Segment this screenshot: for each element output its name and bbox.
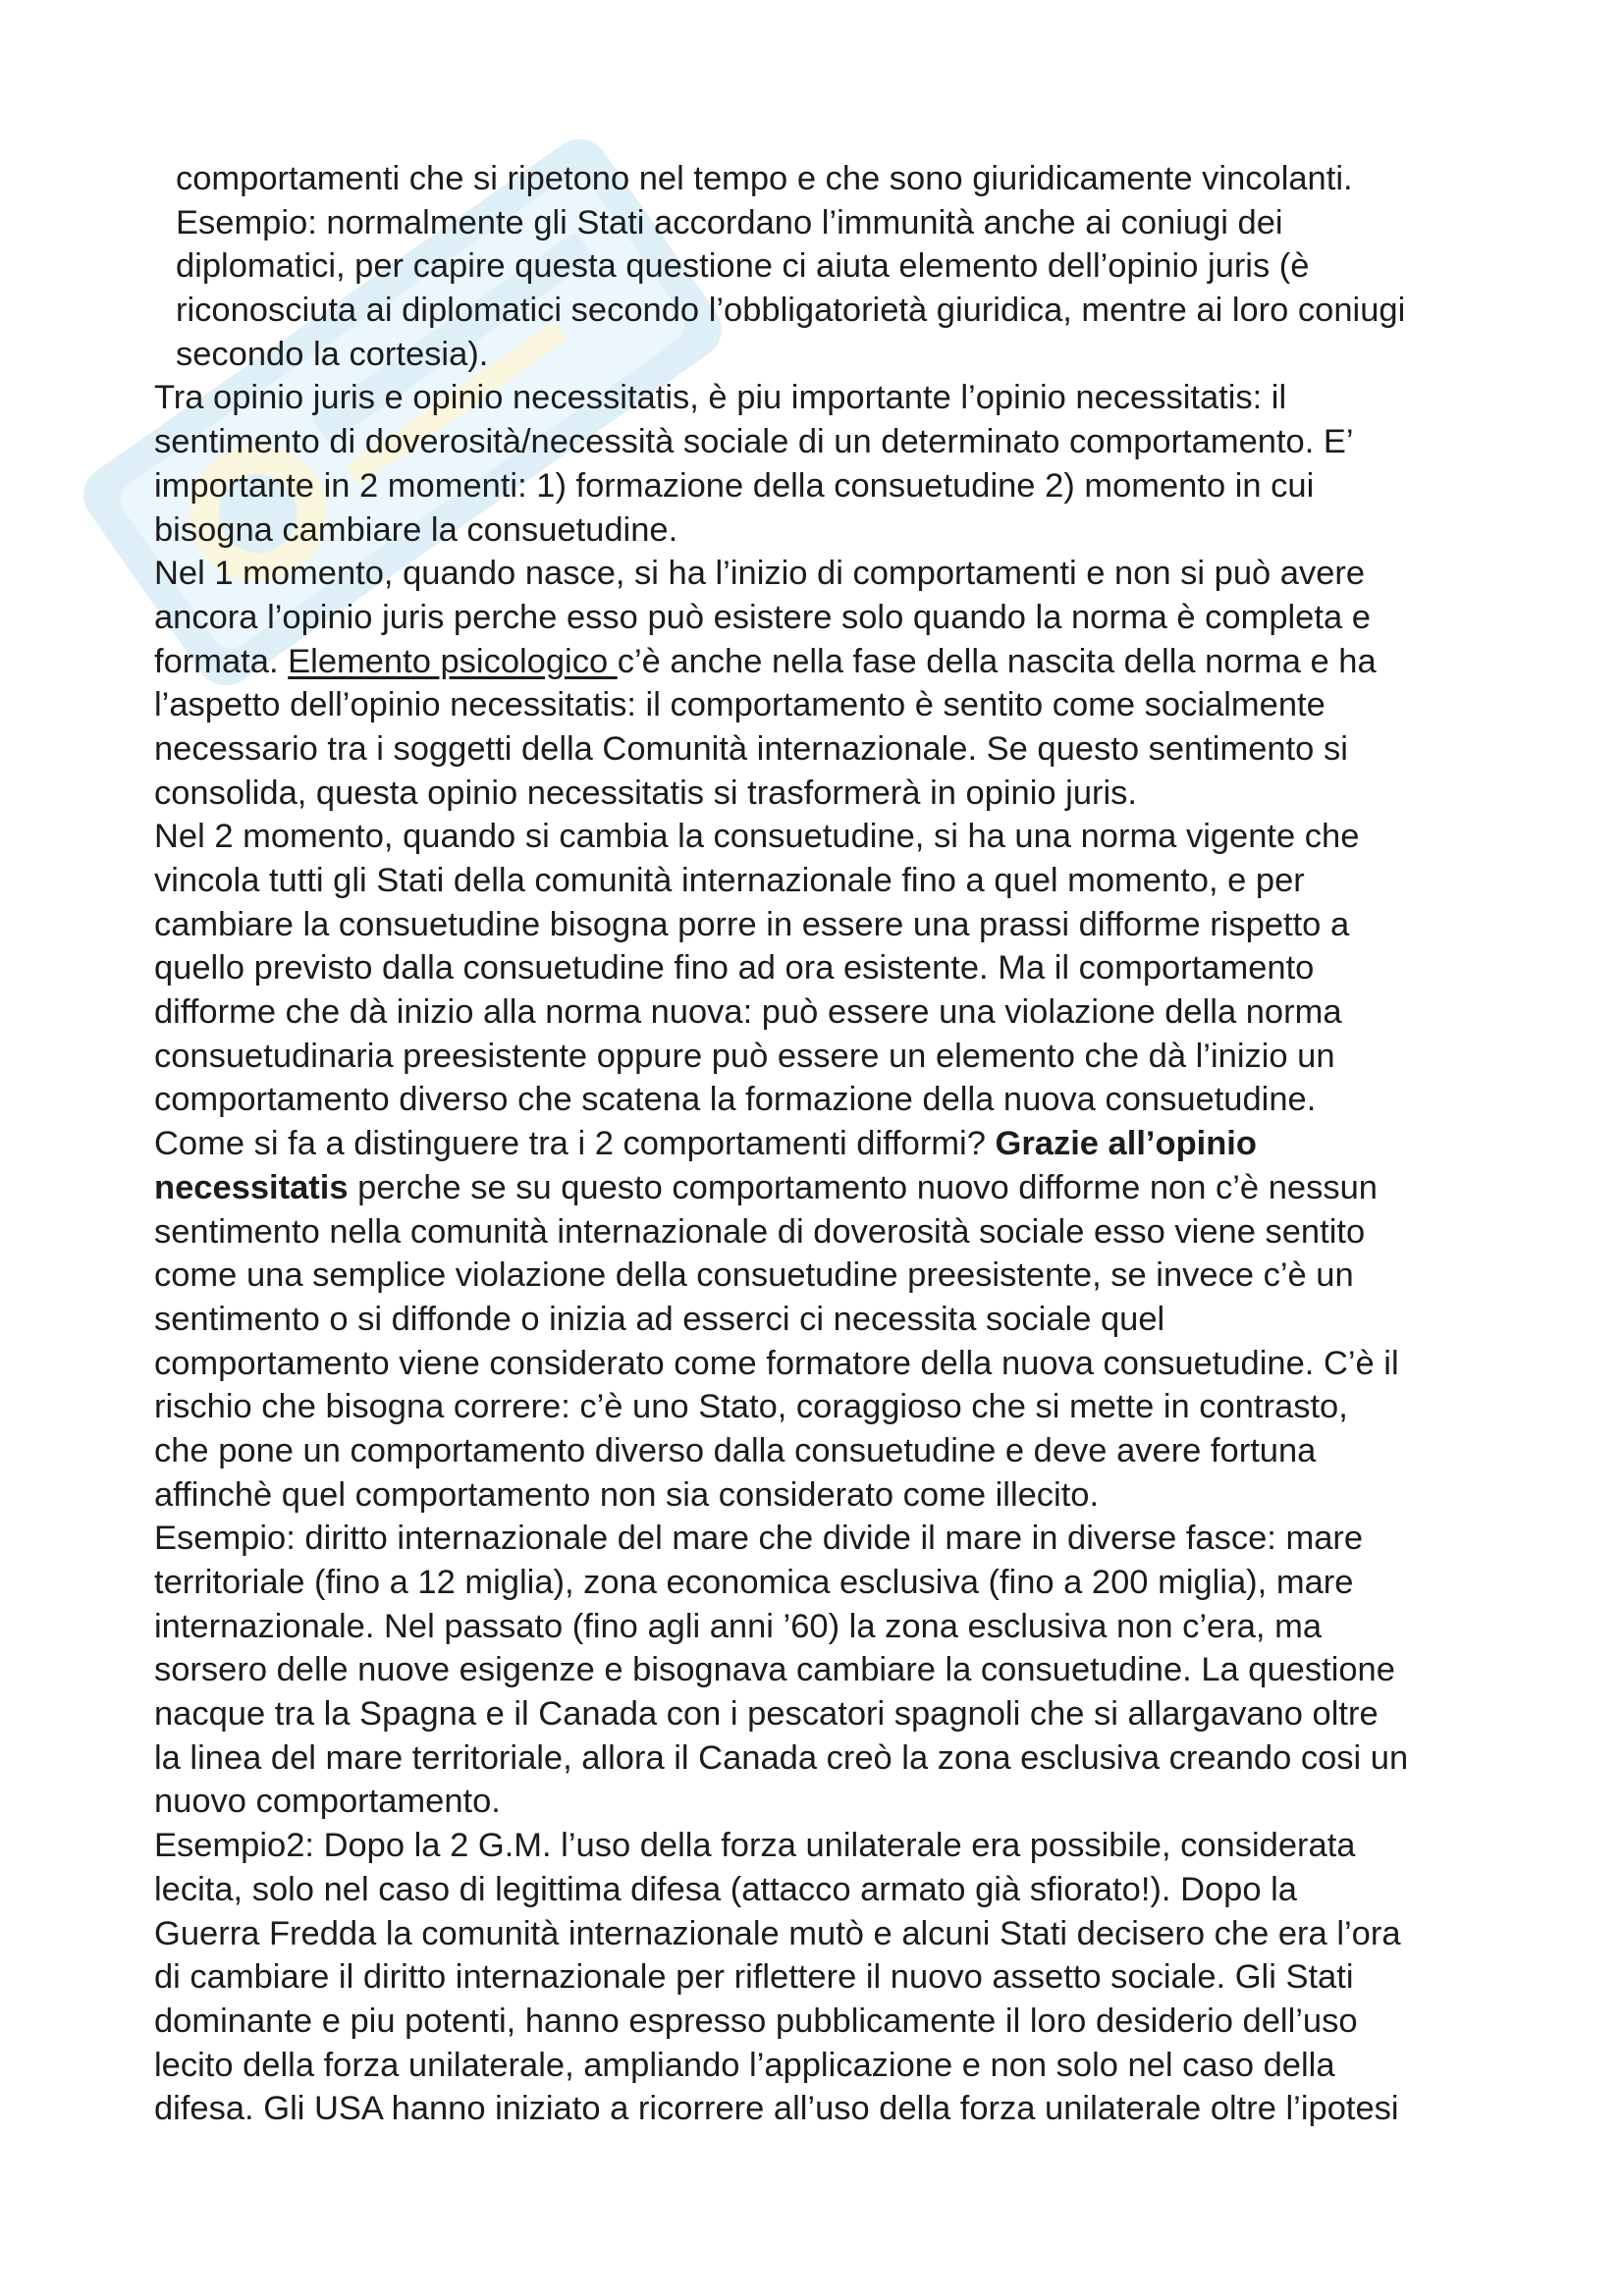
text-line	[154, 1736, 1499, 1781]
text-segment: consuetudinaria preesistente oppure può essere un elemento che dà l’inizio un	[154, 1037, 1335, 1075]
text-segment: internazionale. Nel passato (fino agli anni ’60) la zona esclusiva non c’era, ma	[154, 1607, 1323, 1645]
text-segment: nuovo comportamento.	[154, 1783, 501, 1821]
text-segment: comportamento diverso che scatena la formazione della nuova consuetudine.	[154, 1081, 1317, 1119]
text-line	[154, 1342, 1499, 1386]
text-line	[154, 376, 1499, 420]
text-segment: Esempio: diritto internazionale del mare che divide il mare in diverse fasce: mare	[154, 1520, 1364, 1558]
text-line	[154, 2087, 1499, 2131]
text-segment: c’è anche nella fase della nascita della norma e ha	[617, 642, 1377, 680]
bold-text: Grazie all’opinio	[995, 1125, 1257, 1163]
text-line	[176, 157, 1499, 201]
text-line	[154, 1298, 1499, 1342]
text-line	[154, 1035, 1499, 1079]
paragraph	[154, 552, 1499, 815]
paragraph	[154, 1824, 1499, 2131]
text-line	[154, 1868, 1499, 1912]
text-segment: ancora l’opinio juris perche esso può esistere solo quando la norma è completa e	[154, 598, 1371, 636]
text-line	[154, 1078, 1499, 1122]
text-line	[154, 1824, 1499, 1868]
text-segment: Esempio: normalmente gli Stati accordano l’immunità anche ai coniugi dei	[176, 203, 1283, 241]
text-line	[154, 1254, 1499, 1298]
text-line	[154, 1166, 1499, 1210]
text-line	[154, 990, 1499, 1035]
text-line	[154, 946, 1499, 990]
text-segment: sentimento o si diffonde o inizia ad esserci ci necessita sociale quel	[154, 1300, 1165, 1338]
underlined-text: Elemento psicologico	[288, 642, 618, 680]
text-segment: Come si fa a distinguere tra i 2 comportamenti difformi?	[154, 1125, 996, 1163]
text-segment: riconosciuta ai diplomatici secondo l’obbligatorietà giuridica, mentre ai loro coniugi	[176, 292, 1406, 330]
text-segment: difesa. Gli USA hanno iniziato a ricorrere all’uso della forza unilaterale oltre l’ipotesi	[154, 2090, 1399, 2128]
text-segment: affinchè quel comportamento non sia considerato come illecito.	[154, 1475, 1100, 1514]
text-segment: di cambiare il diritto internazionale per riflettere il nuovo assetto sociale. Gli Stati	[154, 1958, 1354, 1997]
text-line	[154, 1912, 1499, 1956]
paragraph	[154, 157, 1499, 376]
text-segment: importante in 2 momenti: 1) formazione della consuetudine 2) momento in cui	[154, 466, 1315, 505]
paragraph	[154, 376, 1499, 552]
text-segment: Guerra Fredda la comunità internazionale mutò e alcuni Stati decisero che era l’ora	[154, 1914, 1401, 1952]
text-segment: sentimento di doverosità/necessità sociale di un determinato comportamento. E’	[154, 423, 1354, 461]
document-body	[154, 157, 1499, 2131]
text-segment: l’aspetto dell’opinio necessitatis: il comportamento è sentito come socialmente	[154, 686, 1325, 724]
bold-text: necessitatis	[154, 1168, 349, 1206]
text-line	[154, 420, 1499, 464]
text-segment: consolida, questa opinio necessitatis si trasformerà in opinio juris.	[154, 774, 1138, 812]
text-segment: lecita, solo nel caso di legittima difesa (attacco armato già sfiorato!). Dopo la	[154, 1870, 1297, 1908]
text-line	[154, 1429, 1499, 1473]
text-line	[154, 903, 1499, 947]
text-line	[154, 683, 1499, 727]
text-segment: che pone un comportamento diverso dalla consuetudine e deve avere fortuna	[154, 1431, 1317, 1469]
text-segment: quello previsto dalla consuetudine fino ad ora esistente. Ma il comportamento	[154, 949, 1315, 988]
text-line	[176, 244, 1499, 289]
text-segment: Tra opinio juris e opinio necessitatis, è piu importante l’opinio necessitatis: il	[154, 379, 1287, 417]
text-line	[154, 1780, 1499, 1824]
text-line	[154, 1385, 1499, 1429]
text-line	[176, 333, 1499, 377]
text-line	[154, 727, 1499, 772]
text-line	[154, 1122, 1499, 1166]
text-line	[154, 1692, 1499, 1736]
text-line	[176, 201, 1499, 245]
text-line	[154, 772, 1499, 816]
text-line	[154, 1648, 1499, 1692]
text-segment: formata.	[154, 642, 289, 680]
text-line	[154, 464, 1499, 508]
text-segment: Nel 1 momento, quando nasce, si ha l’inizio di comportamenti e non si può avere	[154, 555, 1366, 593]
text-segment: la linea del mare territoriale, allora il Canada creò la zona esclusiva creando cosi un	[154, 1738, 1409, 1777]
text-segment: difforme che dà inizio alla norma nuova: può essere una violazione della norma	[154, 993, 1342, 1032]
text-segment: comportamenti che si ripetono nel tempo e che sono giuridicamente vincolanti.	[176, 160, 1353, 197]
text-line	[176, 289, 1499, 333]
text-line	[154, 640, 1499, 684]
text-segment: sentimento nella comunità internazionale di doverosità sociale esso viene sentito	[154, 1212, 1366, 1251]
text-segment: lecito della forza unilaterale, ampliando l’applicazione e non solo nel caso della	[154, 2046, 1335, 2084]
text-line	[154, 1517, 1499, 1561]
text-segment: Nel 2 momento, quando si cambia la consuetudine, si ha una norma vigente che	[154, 818, 1360, 856]
text-line	[154, 508, 1499, 553]
text-segment: cambiare la consuetudine bisogna porre in essere una prassi difforme rispetto a	[154, 905, 1350, 943]
text-line	[154, 859, 1499, 903]
text-line	[154, 552, 1499, 596]
text-segment: vincola tutti gli Stati della comunità internazionale fino a quel momento, e per	[154, 862, 1305, 899]
text-segment: dominante e piu potenti, hanno espresso pubblicamente il loro desiderio dell’uso	[154, 2002, 1358, 2040]
text-segment: perche se su questo comportamento nuovo difforme non c’è nessun	[348, 1168, 1378, 1206]
text-line	[154, 2044, 1499, 2088]
text-line	[154, 1561, 1499, 1605]
text-line	[154, 1955, 1499, 2000]
text-segment: bisogna cambiare la consuetudine.	[154, 510, 678, 549]
text-line	[154, 815, 1499, 859]
text-line	[154, 1210, 1499, 1255]
text-segment: sorsero delle nuove esigenze e bisognava cambiare la consuetudine. La questione	[154, 1651, 1395, 1689]
text-segment: diplomatici, per capire questa questione ci aiuta elemento dell’opinio juris (è	[176, 247, 1310, 286]
text-segment: territoriale (fino a 12 miglia), zona economica esclusiva (fino a 200 miglia), mare	[154, 1564, 1354, 1601]
text-segment: rischio che bisogna correre: c’è uno Stato, coraggioso che si mette in contrasto,	[154, 1388, 1348, 1426]
text-line	[154, 1473, 1499, 1518]
text-segment: Esempio2: Dopo la 2 G.M. l’uso della forza unilaterale era possibile, considerata	[154, 1827, 1356, 1865]
text-line	[154, 596, 1499, 640]
paragraph	[154, 1517, 1499, 1824]
text-segment: come una semplice violazione della consuetudine preesistente, se invece c’è un	[154, 1256, 1354, 1295]
text-segment: comportamento viene considerato come formatore della nuova consuetudine. C’è il	[154, 1344, 1399, 1382]
text-line	[154, 2000, 1499, 2044]
text-segment: necessario tra i soggetti della Comunità internazionale. Se questo sentimento si	[154, 729, 1348, 768]
text-segment: secondo la cortesia).	[176, 335, 489, 373]
paragraph	[154, 815, 1499, 1517]
text-segment: nacque tra la Spagna e il Canada con i pescatori spagnoli che si allargavano oltre	[154, 1695, 1379, 1734]
text-line	[154, 1605, 1499, 1649]
